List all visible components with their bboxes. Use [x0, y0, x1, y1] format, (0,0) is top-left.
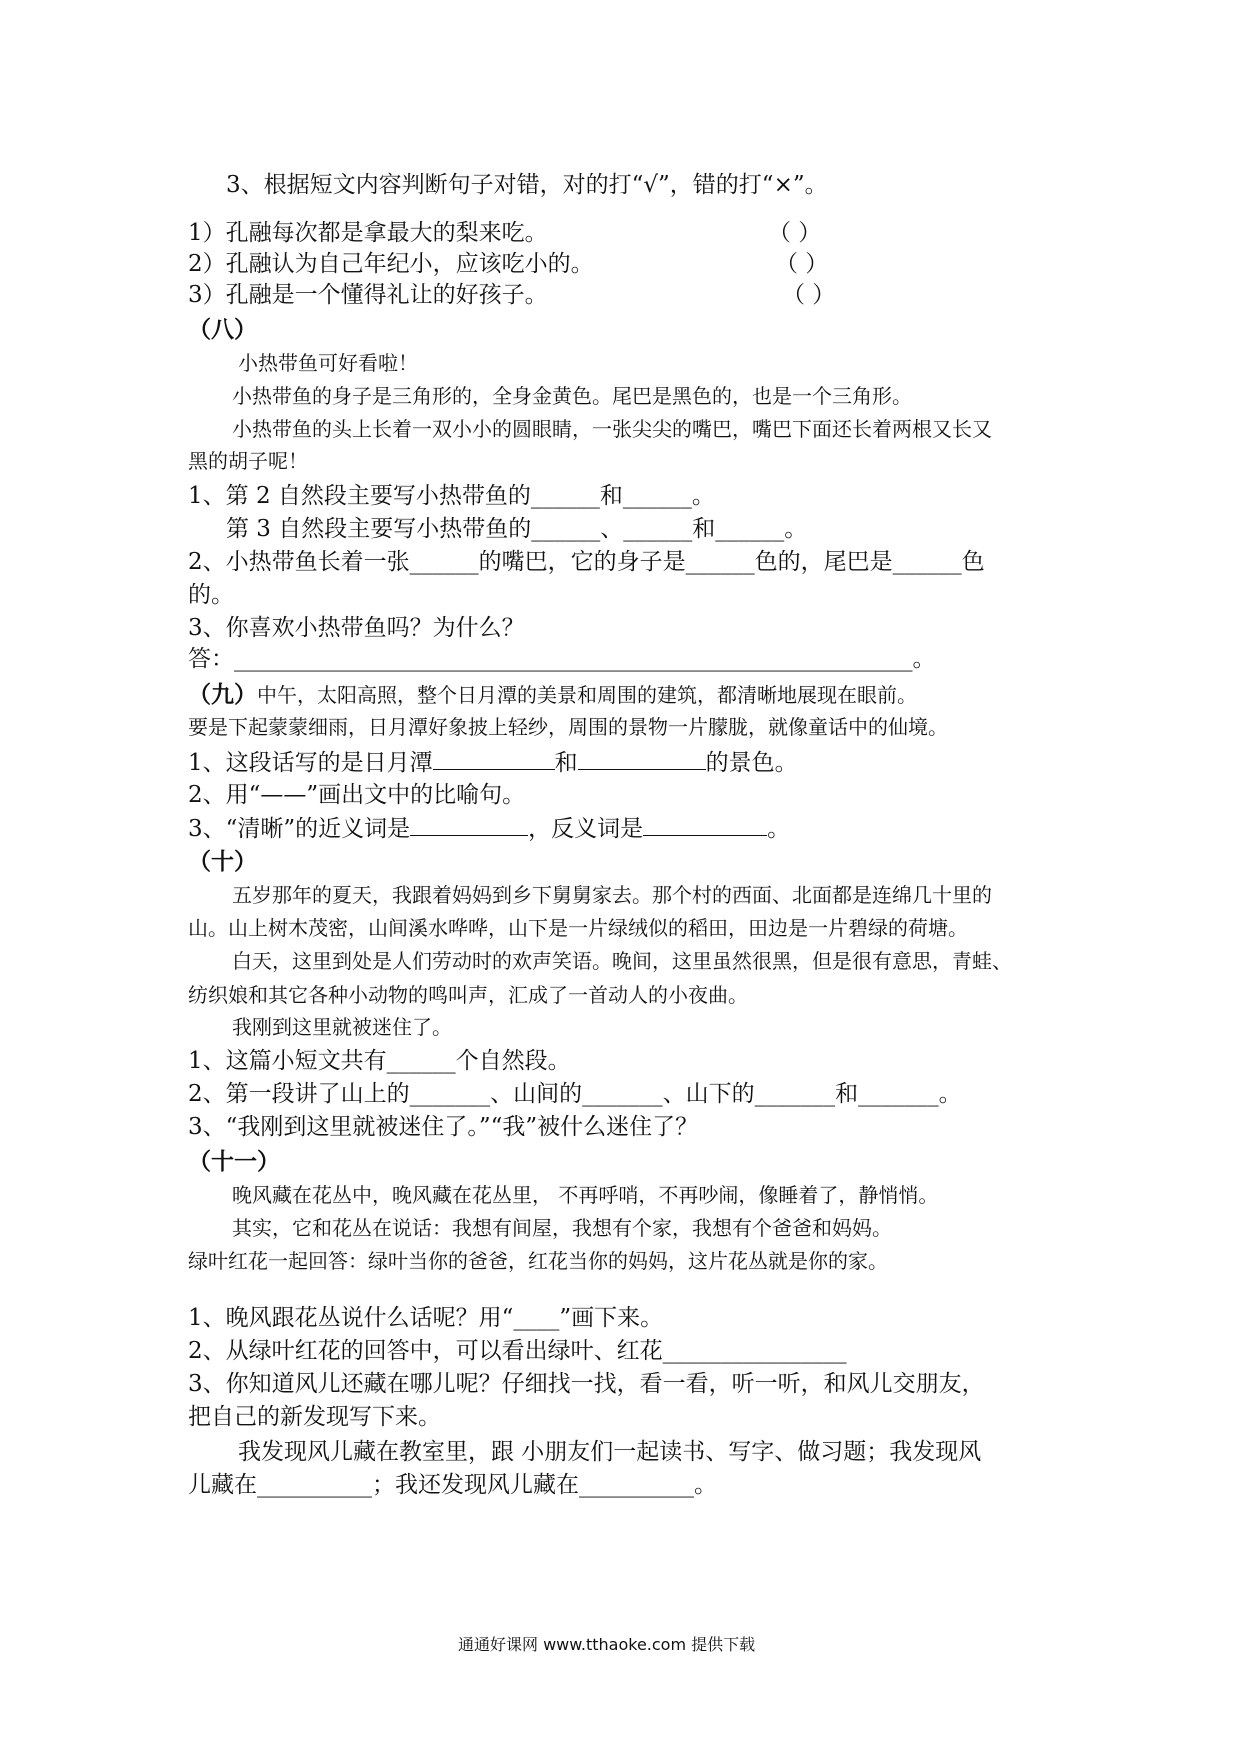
- sec10-q2: 2、第一段讲了山上的_______、山间的_______、山下的_______和_______。: [188, 1081, 962, 1107]
- sec9-p1a: 中午，太阳高照，整个日月潭的美景和周围的建筑，都清晰地展现在眼前。: [257, 683, 917, 707]
- sec8-heading: （八）: [188, 316, 257, 343]
- sec9-p1b: 要是下起蒙蒙细雨，日月潭好象披上轻纱，周围的景物一片朦胧，就像童话中的仙境。: [188, 715, 948, 739]
- sec10-p2b: 纺织娘和其它各种小动物的鸣叫声，汇成了一首动人的小夜曲。: [188, 983, 748, 1007]
- sec7-item-1: 1）孔融每次都是拿最大的梨来吃。: [188, 220, 548, 246]
- sec10-q3: 3、“我刚到这里就被迷住了。”“我”被什么迷住了？: [188, 1114, 699, 1140]
- sec9-q1-pre: 1、这段话写的是日月潭: [188, 750, 433, 776]
- sec10-heading: （十）: [188, 848, 257, 875]
- sec10-p1a: 五岁那年的夏天，我跟着妈妈到乡下舅舅家去。那个村的西面、北面都是连绵几十里的: [232, 883, 992, 907]
- sec11-q2: 2、从绿叶红花的回答中，可以看出绿叶、红花________________: [188, 1338, 847, 1364]
- sec9-q1-mid: 和: [554, 750, 578, 776]
- sec11-q4b: 儿藏在__________；我还发现风儿藏在__________。: [188, 1472, 717, 1498]
- sec9-q1: [188, 751, 798, 775]
- sec7-item-3: 3）孔融是一个懂得礼让的好孩子。: [188, 282, 548, 308]
- sec8-p3b: 黑的胡子呢！: [188, 449, 308, 473]
- sec11-q3a: 3、你知道风儿还藏在哪儿呢？仔细找一找，看一看，听一听，和风儿交朋友，: [188, 1371, 985, 1397]
- sec8-q2a: 2、小热带鱼长着一张______的嘴巴，它的身子是______色的，尾巴是______色: [188, 549, 985, 575]
- sec10-p2a: 白天，这里到处是人们劳动时的欢声笑语。晚间，这里虽然很黑，但是很有意思，青蛙、: [232, 949, 1012, 973]
- sec11-q3b: 把自己的新发现写下来。: [188, 1404, 441, 1430]
- sec8-q1b: 第 3 自然段主要写小热带鱼的______、______和______。: [226, 516, 808, 542]
- sec7-paren-1: （ ）: [768, 220, 822, 246]
- sec11-p1: 晚风藏在花丛中，晚风藏在花丛里， 不再呼哨，不再吵闹，像睡着了，静悄悄。: [232, 1183, 939, 1207]
- sec9-q3-blank-2: [643, 817, 767, 836]
- sec10-p3: 我刚到这里就被迷住了。: [232, 1015, 452, 1039]
- sec10-p1b: 山。山上树木茂密，山间溪水哗哗，山下是一片绿绒似的稻田，田边是一片碧绿的荷塘。: [188, 916, 968, 940]
- sec8-p1: 小热带鱼可好看啦！: [238, 351, 418, 375]
- sec11-q1: 1、晚风跟花丛说什么话呢？用“____”画下来。: [188, 1305, 664, 1331]
- sec9-q3-pre: 3、“清晰”的近义词是: [188, 816, 411, 842]
- sec9-q3-blank-1: [410, 817, 528, 836]
- sec8-q2b: 的。: [188, 582, 234, 608]
- sec9-q1-blank-1: [433, 751, 555, 770]
- sec8-answer: 答：___________________________________________________________。: [188, 646, 936, 672]
- sec11-p2: 其实，它和花丛在说话：我想有间屋，我想有个家，我想有个爸爸和妈妈。: [232, 1216, 892, 1240]
- sec11-p3: 绿叶红花一起回答：绿叶当你的爸爸，红花当你的妈妈，这片花丛就是你的家。: [188, 1249, 888, 1273]
- sec8-q1a: 1、第 2 自然段主要写小热带鱼的______和______。: [188, 483, 715, 509]
- sec8-p2: 小热带鱼的身子是三角形的，全身金黄色。尾巴是黑色的，也是一个三角形。: [232, 384, 912, 408]
- sec9-q3-post: 。: [767, 816, 791, 842]
- sec9-q1-post: 的景色。: [705, 750, 798, 776]
- sec11-q4a: 我发现风儿藏在教室里，跟 小朋友们一起读书、写字、做习题；我发现风: [238, 1439, 982, 1465]
- sec10-q1: 1、这篇小短文共有______个自然段。: [188, 1048, 571, 1074]
- sec9-q1-blank-2: [578, 751, 706, 770]
- sec9-line1: [188, 683, 917, 706]
- sec7-q3-title: 3、根据短文内容判断句子对错，对的打“√”，错的打“×”。: [226, 172, 828, 198]
- sec7-paren-2: （ ）: [775, 251, 829, 277]
- sec9-q2: 2、用“——”画出文中的比喻句。: [188, 782, 526, 808]
- page-footer: 通通好课网 www.tthaoke.com 提供下载: [458, 1635, 756, 1654]
- sec8-q3: 3、你喜欢小热带鱼吗？为什么？: [188, 615, 525, 641]
- sec11-heading: （十一）: [188, 1148, 280, 1175]
- sec9-q3-mid: ，反义词是: [528, 816, 644, 842]
- sec9-heading: （九）: [188, 681, 257, 708]
- sec9-q3: [188, 817, 790, 841]
- sec8-p3a: 小热带鱼的头上长着一双小小的圆眼睛，一张尖尖的嘴巴，嘴巴下面还长着两根又长又: [232, 417, 992, 441]
- sec7-item-2: 2）孔融认为自己年纪小，应该吃小的。: [188, 251, 594, 277]
- sec7-paren-3: （ ）: [782, 282, 836, 308]
